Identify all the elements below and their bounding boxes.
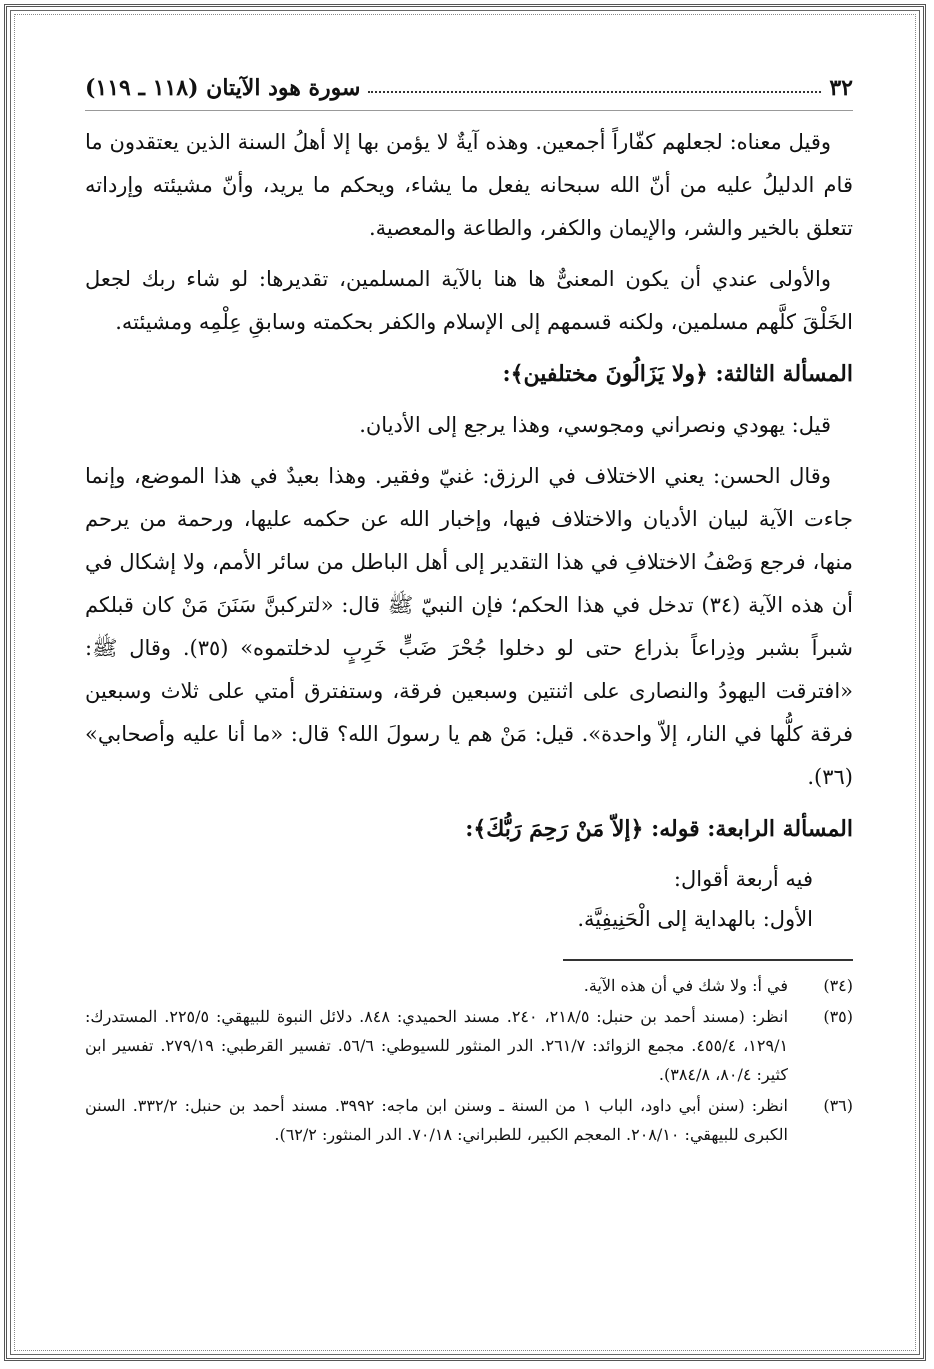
- footnote-34: [85, 971, 853, 1000]
- paragraph-6: الأول: بالهداية إلى الْحَنِيفِيَّة.: [577, 907, 813, 931]
- footnote-number: (٣٦): [823, 1096, 853, 1115]
- footnote-35: [85, 1002, 853, 1089]
- paragraph-1: وقيل معناه: لجعلهم كفّاراً أجمعين. وهذه آيةٌ لا يؤمن بها إلا أهلُ السنة الذين يعتقدون ما قام الدليلُ عليه من أنّ الله سبحانه يفعل ما يشاء، ويحكم ما يريد، وأنّ مشيئته وإرداته تتعلق بالخير والشر، والإيمان والكفر، والطاعة والمعصية.: [85, 130, 853, 240]
- footnote-text: في أ: ولا شك في أن هذه الآية.: [583, 976, 788, 995]
- section-heading-4: المسألة الرابعة: قوله: ﴿إلاّ مَنْ رَحِمَ رَبُّكَ﴾:: [465, 816, 853, 842]
- section-heading-3: المسألة الثالثة: ﴿ولا يَزَالُونَ مختلفين﴾:: [502, 361, 853, 387]
- book-page: [85, 70, 853, 1320]
- paragraph-3: قيل: يهودي ونصراني ومجوسي، وهذا يرجع إلى الأديان.: [359, 413, 831, 437]
- footnote-text: انظر: (مسند أحمد بن حنبل: ٢١٨/٥، ٢٤٠. مسند الحميدي: ٨٤٨. دلائل النبوة للبيهقي: ٢٢٥/٥. المستدرك: ١٢٩/١، ٤٥٥/٤. مجمع الزوائد: ٢٦١/٧. الدر المنثور للسيوطي: ٥٦/٦. تفسير القرطبي: ٢٧٩/١٩. تفسير ابن كثير: ٨٠/٤، ٣٨٤/٨).: [85, 1007, 789, 1084]
- footnote-separator: [563, 959, 853, 961]
- header-title: سورة هود الآيتان (١١٨ ـ ١١٩): [85, 75, 361, 101]
- paragraph-2: والأولى عندي أن يكون المعنىٌّ ها هنا بالآية المسلمين، تقديرها: لو شاء ربك لجعل الخَلْقَ كلَّهم مسلمين، ولكنه قسمهم إلى الإسلام والكفر بحكمته وسابقِ عِلْمِه ومشيئته.: [85, 267, 853, 334]
- page-number: ٣٢: [829, 75, 853, 101]
- footnote-36: [85, 1091, 853, 1149]
- paragraph-5: فيه أربعة أقوال:: [673, 867, 813, 891]
- footnotes: [85, 971, 853, 1149]
- paragraph-4: وقال الحسن: يعني الاختلاف في الرزق: غنيّ وفقير. وهذا بعيدٌ في هذا الموضع، وإنما جاءت الآية لبيان الأديان والاختلاف فيها، وإخبار الله عن حكمه عليها، ورحمة من يرحم منها، فرجع وَصْفُ الاختلافِ في هذا التقدير إلى أهل الباطل من سائر الأمم، ولا إشكال في أن هذه الآية (٣٤) تدخل في هذا الحكم؛ فإن النبيّ ﷺ قال: «لتركبنَّ سَنَنَ مَنْ كان قبلكم شبراً بشبر وذِراعاً بذراع حتى لو دخلوا جُحْرَ ضَبٍّ خَرِبٍ لدخلتموه» (٣٥). وقال ﷺ: «افترقت اليهودُ والنصارى على اثنتين وسبعين فرقة، وستفترق أمتي على ثلاث وسبعين فرقة كلُّها في النار، إلاّ واحدة». قيل: مَنْ هم يا رسولَ الله؟ قال: «ما أنا عليه وأصحابي» (٣٦).: [85, 464, 853, 789]
- header-dot-leader: [368, 91, 821, 93]
- running-header: [85, 70, 853, 111]
- footnote-number: (٣٤): [823, 976, 853, 995]
- footnote-text: انظر: (سنن أبي داود، الباب ١ من السنة ـ وسنن ابن ماجه: ٣٩٩٢. مسند أحمد بن حنبل: ٣٣٢/٢. السنن الكبرى للبيهقي: ٢٠٨/١٠. المعجم الكبير، للطبراني: ٧٠/١٨. الدر المنثور: ٦٢/٢).: [85, 1096, 788, 1144]
- footnote-number: (٣٥): [823, 1007, 853, 1026]
